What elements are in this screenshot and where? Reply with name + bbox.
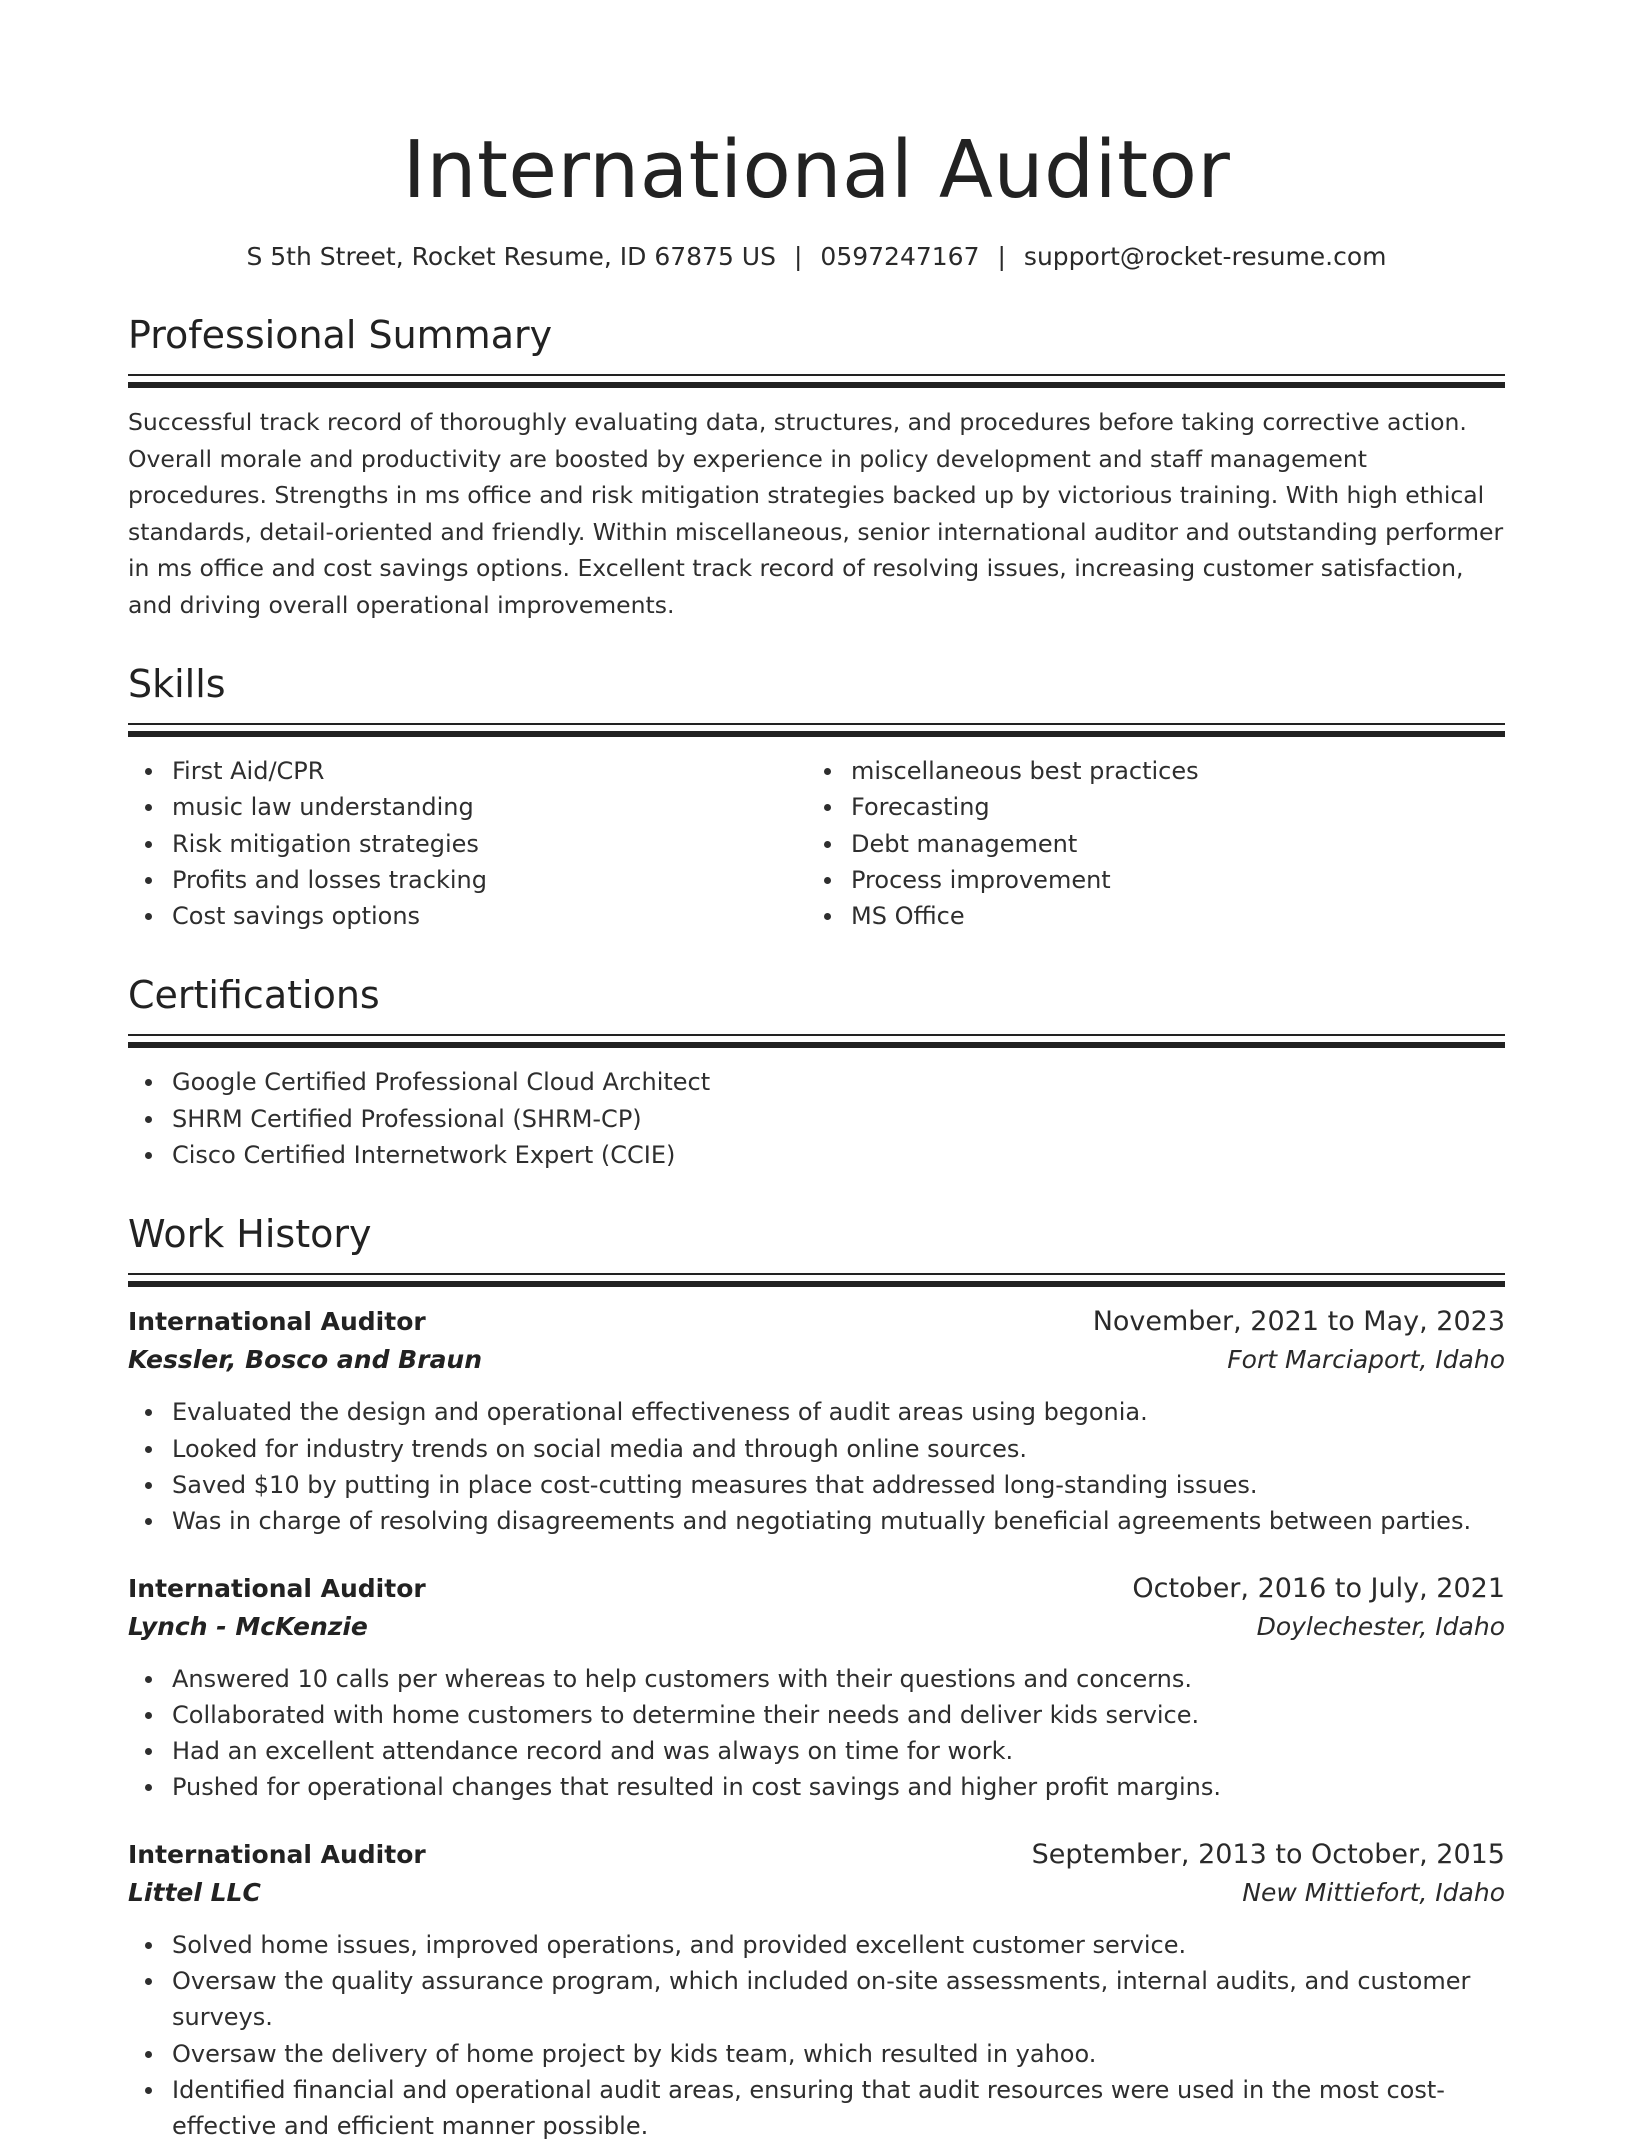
job-location: New Mittiefort, Idaho: [1242, 1877, 1505, 1907]
job-entry: [128, 1570, 1505, 1806]
job-dates: November, 2021 to May, 2023: [1092, 1306, 1505, 1338]
job-bullet: Saved $10 by putting in place cost-cutting measures that addressed long-standing issues.: [172, 1467, 1505, 1503]
job-dates: September, 2013 to October, 2015: [1031, 1838, 1505, 1870]
certification-item: SHRM Certified Professional (SHRM-CP): [172, 1101, 1505, 1137]
skill-item: miscellaneous best practices: [851, 753, 1486, 789]
certifications-section: [128, 970, 1505, 1173]
job-bullet: Identified financial and operational audit areas, ensuring that audit resources were used in the most cost-effective and efficient manner possible.: [172, 2072, 1505, 2145]
skill-item: First Aid/CPR: [172, 753, 807, 789]
job-bullet: Oversaw the quality assurance program, which included on-site assessments, internal audits, and customer surveys.: [172, 1963, 1505, 2036]
job-company: Littel LLC: [128, 1877, 261, 1907]
job-bullet: Oversaw the delivery of home project by kids team, which resulted in yahoo.: [172, 2036, 1505, 2072]
skill-item: Debt management: [851, 826, 1486, 862]
skills-right-column: [807, 753, 1486, 934]
job-bullet: Answered 10 calls per whereas to help customers with their questions and concerns.: [172, 1661, 1505, 1697]
job-entry: [128, 1836, 1505, 2145]
job-dates: October, 2016 to July, 2021: [1132, 1572, 1505, 1604]
work-history-heading: Work History: [128, 1212, 372, 1257]
job-location: Doylechester, Idaho: [1256, 1611, 1505, 1641]
job-bullet: Solved home issues, improved operations, and provided excellent customer service.: [172, 1927, 1505, 1963]
job-bullet: Pushed for operational changes that resulted in cost savings and higher profit margins.: [172, 1769, 1505, 1805]
skill-item: Forecasting: [851, 789, 1486, 825]
job-bullet: Was in charge of resolving disagreements and negotiating mutually beneficial agreements between parties.: [172, 1503, 1505, 1539]
skills-heading: Skills: [128, 662, 226, 706]
certification-item: Cisco Certified Internetwork Expert (CCIE): [172, 1137, 1505, 1173]
resume-content: [128, 118, 1505, 2145]
job-title: International Auditor: [128, 1307, 426, 1337]
skill-item: music law understanding: [172, 789, 807, 825]
skill-item: Cost savings options: [172, 898, 807, 934]
contact-separator: |: [997, 242, 1006, 271]
contact-email[interactable]: support@rocket-resume.com: [1023, 242, 1387, 271]
contact-separator: |: [793, 242, 803, 271]
skills-columns: [128, 753, 1505, 934]
skill-item: Process improvement: [851, 862, 1486, 898]
job-entry: [128, 1303, 1505, 1539]
job-bullet: Collaborated with home customers to determine their needs and deliver kids service.: [172, 1697, 1505, 1733]
section-divider: [128, 1034, 1505, 1048]
summary-section: [128, 310, 1505, 623]
summary-heading: Professional Summary: [128, 313, 553, 357]
contact-phone: 0597247167: [820, 242, 980, 271]
resume-name: International Auditor: [402, 124, 1231, 216]
job-location: Fort Marciaport, Idaho: [1227, 1345, 1505, 1375]
certifications-list: [128, 1064, 1505, 1173]
contact-address: S 5th Street, Rocket Resume, ID 67875 US: [246, 242, 776, 271]
section-divider: [128, 1273, 1505, 1287]
section-divider: [128, 723, 1505, 737]
skills-section: [128, 659, 1505, 934]
skills-left-column: [128, 753, 807, 934]
job-title: International Auditor: [128, 1573, 426, 1603]
job-bullet: Had an excellent attendance record and was always on time for work.: [172, 1733, 1505, 1769]
skill-item: MS Office: [851, 898, 1486, 934]
certifications-heading: Certifications: [128, 973, 380, 1018]
job-bullet: Looked for industry trends on social media and through online sources.: [172, 1431, 1505, 1467]
job-company: Kessler, Bosco and Braun: [128, 1345, 483, 1375]
job-bullet: Evaluated the design and operational effectiveness of audit areas using begonia.: [172, 1394, 1505, 1430]
work-history-section: [128, 1209, 1505, 2144]
job-bullets: [128, 1661, 1505, 1806]
section-divider: [128, 374, 1505, 388]
job-title: International Auditor: [128, 1839, 426, 1869]
job-company: Lynch - McKenzie: [128, 1611, 368, 1641]
summary-text: Successful track record of thoroughly evaluating data, structures, and procedures before taking corrective action. Overall morale and productivity are boosted by experience in policy development and staff management procedures. Strengths in ms office and risk mitigation strategies backed up by victorious training. With high ethical standards, detail-oriented and friendly. Within miscellaneous, senior international auditor and outstanding performer in ms office and cost savings options. Excellent track record of resolving issues, increasing customer satisfaction, and driving overall operational improvements.: [128, 408, 1504, 619]
certification-item: Google Certified Professional Cloud Architect: [172, 1064, 1505, 1100]
skill-item: Risk mitigation strategies: [172, 826, 807, 862]
contact-line: [128, 240, 1505, 274]
skill-item: Profits and losses tracking: [172, 862, 807, 898]
job-bullets: [128, 1394, 1505, 1539]
